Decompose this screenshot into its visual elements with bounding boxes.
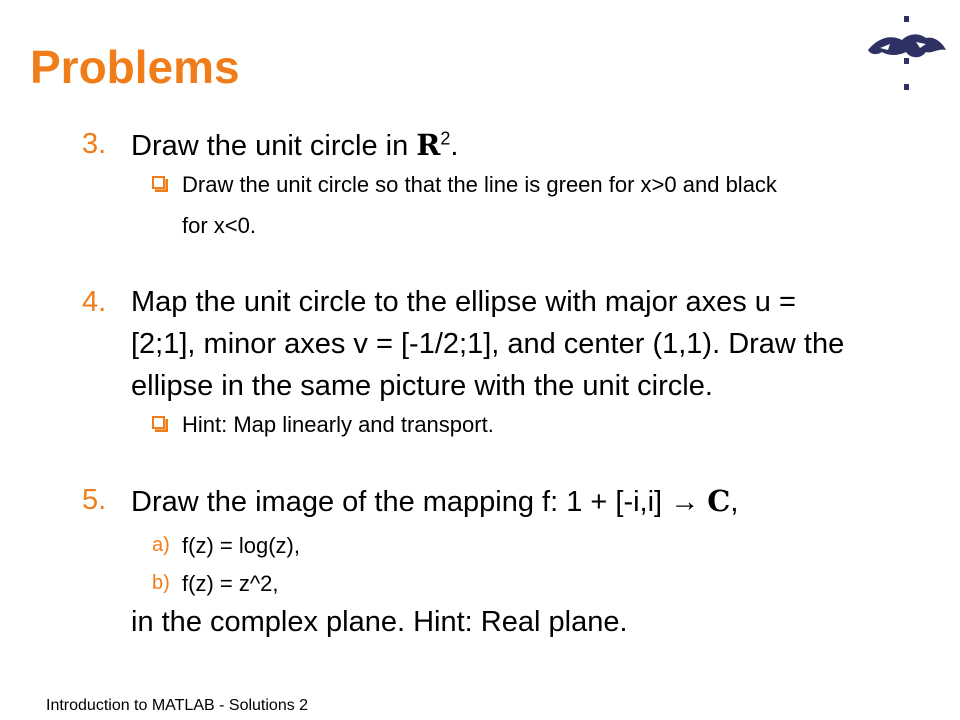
problem-5-text-a: Draw the image of the mapping f: 1 + [-i,i] (131, 486, 671, 518)
problem-5-text-b: , (730, 486, 739, 518)
problem-4-hint: Hint: Map linearly and transport. (182, 412, 494, 437)
checkbox-bullet-icon (152, 416, 165, 429)
problem-3-text (131, 128, 458, 163)
slide-title: Problems (30, 41, 240, 93)
complex-numbers-symbol: C (707, 484, 731, 518)
problem-4-line1: Map the unit circle to the ellipse with major axes u = (131, 286, 796, 318)
problem-3-sub-line1: Draw the unit circle so that the line is green for x>0 and black (182, 172, 777, 197)
problem-4-number: 4. (82, 286, 107, 318)
real-numbers-symbol: R (416, 128, 441, 162)
problem-3-number: 3. (82, 128, 107, 160)
problem-3-text-b: . (450, 130, 459, 162)
problem-5-text (131, 484, 738, 519)
problem-4-line3: ellipse in the same picture with the unit circle. (131, 370, 713, 402)
university-logo-icon (860, 12, 950, 102)
arrow-right-icon: → (670, 486, 700, 518)
superscript-2: 2 (440, 128, 451, 149)
problem-3-sub-line2: for x<0. (182, 213, 256, 238)
item-a-label: a) (152, 534, 170, 556)
problem-3-text-a: Draw the unit circle in (131, 130, 417, 162)
item-b-text: f(z) = z^2, (182, 571, 279, 596)
checkbox-bullet-icon (152, 176, 165, 189)
item-b-label: b) (152, 572, 170, 594)
problem-5-closing: in the complex plane. Hint: Real plane. (131, 606, 628, 638)
item-a-text: f(z) = log(z), (182, 533, 300, 558)
problem-5-number: 5. (82, 484, 107, 516)
footer-text: Introduction to MATLAB - Solutions 2 (46, 697, 309, 714)
problem-4-line2: [2;1], minor axes v = [-1/2;1], and center (1,1). Draw the (131, 328, 845, 360)
